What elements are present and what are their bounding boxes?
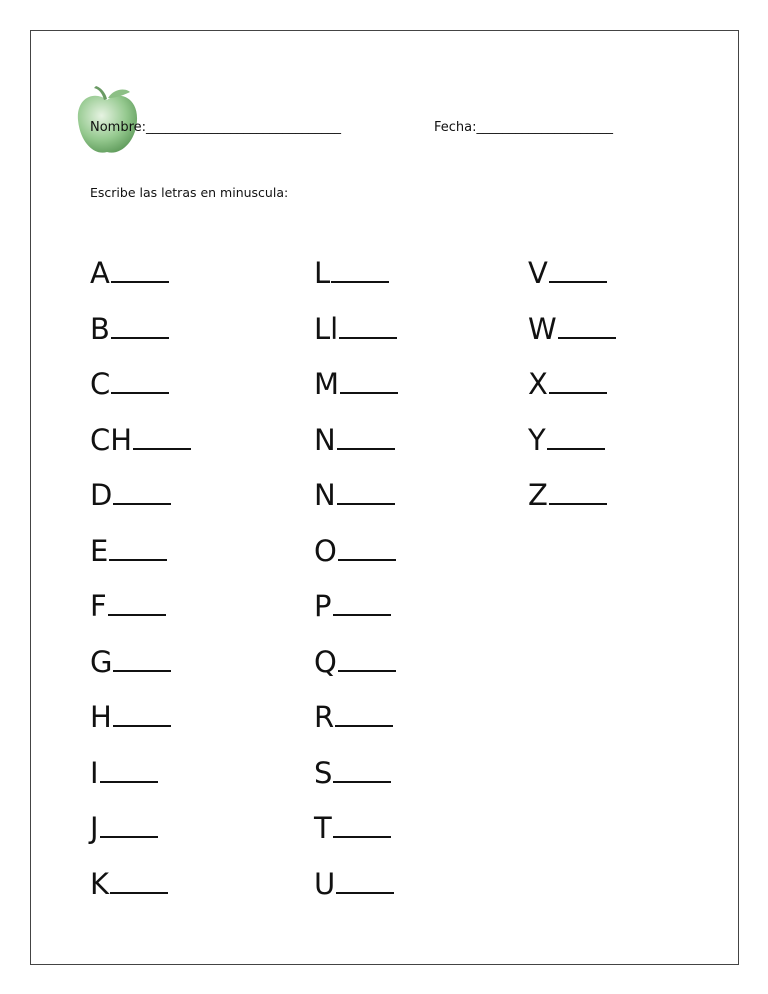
answer-blank[interactable] (333, 757, 391, 783)
letter-item (528, 413, 616, 469)
date-line: _____________________ (476, 120, 613, 135)
uppercase-letter: Ll (314, 311, 339, 346)
uppercase-letter: S (314, 755, 333, 790)
uppercase-letter: A (90, 256, 110, 290)
answer-blank[interactable] (333, 812, 391, 838)
answer-blank[interactable] (113, 701, 171, 727)
uppercase-letter: D (90, 478, 113, 512)
uppercase-letter: J (90, 811, 99, 845)
answer-blank[interactable] (338, 535, 396, 561)
answer-blank[interactable] (133, 424, 191, 450)
letter-item (314, 690, 398, 746)
uppercase-letter: P (314, 589, 332, 623)
uppercase-letter: C (90, 367, 111, 401)
letter-item (314, 468, 398, 524)
uppercase-letter: Z (528, 478, 548, 512)
uppercase-letter: M (314, 367, 340, 401)
uppercase-letter: I (90, 755, 99, 790)
letter-item (314, 801, 398, 857)
answer-blank[interactable] (333, 590, 391, 616)
letter-item (528, 357, 616, 413)
letter-item (90, 302, 191, 358)
uppercase-letter: L (314, 256, 331, 290)
answer-blank[interactable] (337, 479, 395, 505)
uppercase-letter: F (90, 589, 107, 623)
answer-blank[interactable] (558, 313, 616, 339)
uppercase-letter: O (314, 533, 337, 568)
letter-item (90, 801, 191, 857)
letter-item (90, 357, 191, 413)
answer-blank[interactable] (336, 868, 394, 894)
instruction: Escribe las letras en minuscula: (90, 185, 289, 200)
answer-blank[interactable] (100, 812, 158, 838)
letter-item (90, 524, 191, 580)
letter-column-1 (90, 246, 191, 912)
uppercase-letter: H (90, 700, 112, 734)
date-label: Fecha: (434, 120, 477, 135)
letter-column-3 (528, 246, 616, 524)
answer-blank[interactable] (100, 757, 158, 783)
uppercase-letter: CH (90, 422, 133, 457)
letter-item (90, 246, 191, 302)
letter-item (90, 690, 191, 746)
uppercase-letter: U (314, 866, 336, 901)
letter-item (90, 635, 191, 691)
uppercase-letter: K (90, 866, 110, 901)
letter-item (90, 746, 191, 802)
answer-blank[interactable] (340, 368, 398, 394)
uppercase-letter: Y (528, 422, 546, 457)
answer-blank[interactable] (108, 590, 166, 616)
letter-item (314, 357, 398, 413)
date-field[interactable] (434, 120, 613, 135)
answer-blank[interactable] (113, 479, 171, 505)
uppercase-letter: X (528, 367, 548, 401)
uppercase-letter: B (90, 311, 110, 346)
uppercase-letter: N (314, 422, 336, 457)
answer-blank[interactable] (549, 479, 607, 505)
letter-item (314, 579, 398, 635)
letter-item (528, 302, 616, 358)
answer-blank[interactable] (549, 368, 607, 394)
answer-blank[interactable] (331, 257, 389, 283)
uppercase-letter: G (90, 644, 113, 679)
letter-item (314, 524, 398, 580)
name-line: ______________________________ (146, 120, 342, 135)
letter-item (90, 579, 191, 635)
letter-item (314, 413, 398, 469)
letter-item (528, 468, 616, 524)
answer-blank[interactable] (109, 535, 167, 561)
answer-blank[interactable] (111, 368, 169, 394)
answer-blank[interactable] (338, 646, 396, 672)
letter-item (90, 413, 191, 469)
letter-column-2 (314, 246, 398, 912)
uppercase-letter: Q (314, 644, 337, 679)
answer-blank[interactable] (113, 646, 171, 672)
letter-item (90, 468, 191, 524)
answer-blank[interactable] (111, 257, 169, 283)
letter-item (314, 302, 398, 358)
answer-blank[interactable] (547, 424, 605, 450)
answer-blank[interactable] (337, 424, 395, 450)
letter-item (528, 246, 616, 302)
name-label: Nombre: (90, 120, 147, 135)
uppercase-letter: R (314, 700, 335, 734)
uppercase-letter: T (314, 811, 332, 845)
letter-item (90, 857, 191, 913)
answer-blank[interactable] (339, 313, 397, 339)
answer-blank[interactable] (335, 701, 393, 727)
answer-blank[interactable] (110, 868, 168, 894)
letter-item (314, 746, 398, 802)
letter-item (314, 857, 398, 913)
name-field[interactable] (90, 120, 341, 135)
letter-item (314, 635, 398, 691)
uppercase-letter: V (528, 256, 548, 290)
uppercase-letter: E (90, 533, 109, 568)
letter-item (314, 246, 398, 302)
answer-blank[interactable] (111, 313, 169, 339)
uppercase-letter: N (314, 478, 336, 512)
answer-blank[interactable] (549, 257, 607, 283)
uppercase-letter: W (528, 311, 557, 346)
